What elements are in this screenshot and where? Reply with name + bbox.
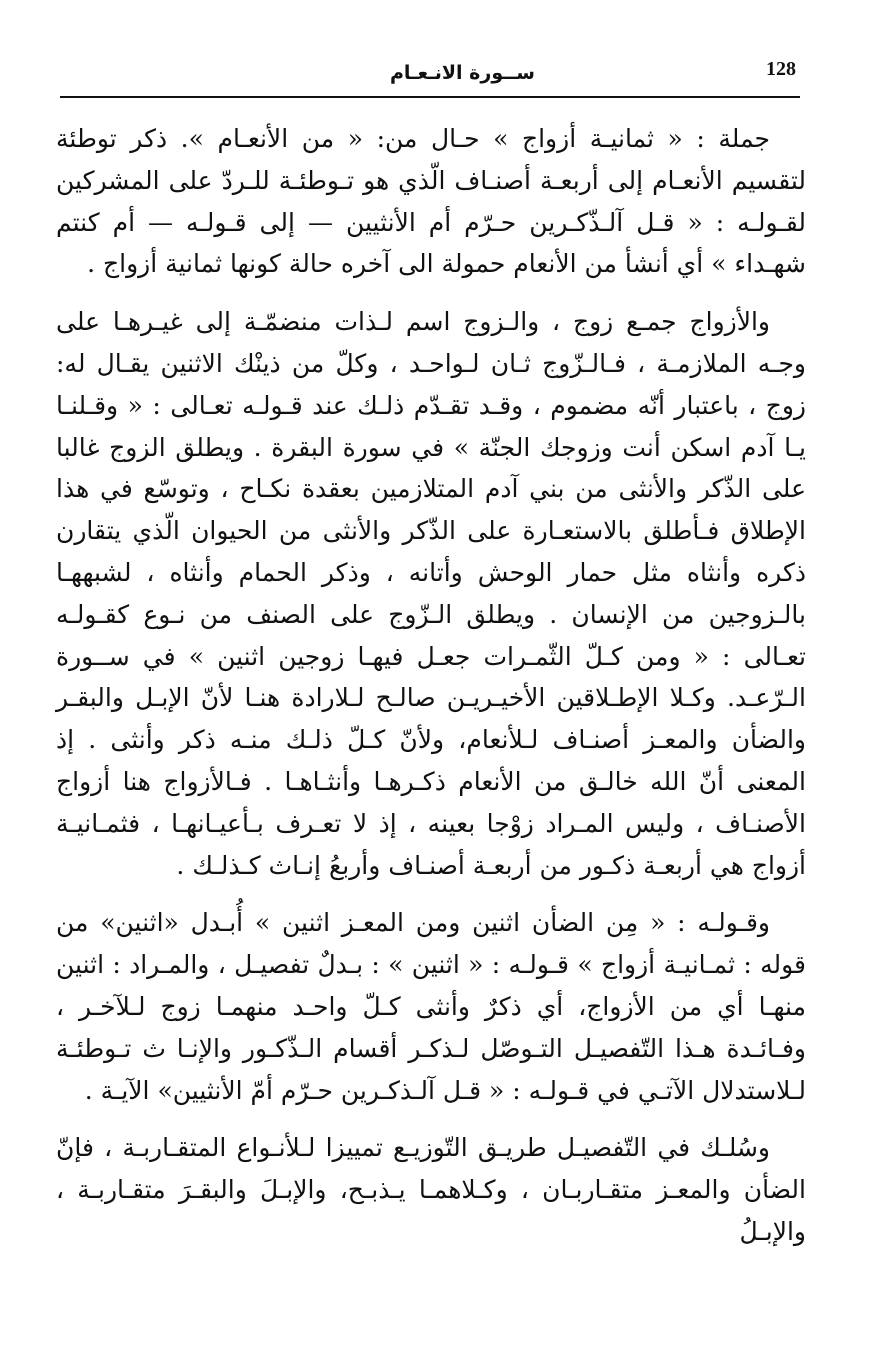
page-header [60, 56, 800, 98]
paragraph-3: وقـولـه : « مِن الضأن اثنين ومن المعـز اثنين » أُبـدل «اثنين» من قوله : ثمـانيـة أزواج » قـولـه : « اثنين » : بـدلٌ تفصيـل ، والمـراد : اثنين منهـا أي من الأزواج، أي ذكرٌ وأنثى كـلّ واحـد منهمـا زوج لـلآخـر ، وفـائـدة هـذا التّفصيـل التـوصّل لـذكـر أقسام الـذّكـور والإنـا ث تـوطئـة لـلاستدلال الآتـي في قـولـه : « قـل آلـذكـرين حـرّم أمّ الأنثيين» الآيـة . [56, 908, 806, 1105]
paragraph-2: والأزواج جمـع زوج ، والـزوج اسم لـذات منضمّـة إلى غيـرهـا على وجـه الملازمـة ، فـالـزّوج ثـان لـواحـد ، وكلّ من ذينْك الاثنين يقـال له: زوج ، باعتبار أنّه مضموم ، وقـد تقـدّم ذلـك عند قـولـه تعـالى : « وقـلنـا يـا آدم اسكن أنت وزوجك الجنّة » في سورة البقرة . ويطلق الزوج غالبا على الذّكر والأنثى من بني آدم المتلازمين بعقدة نكـاح ، وتوسّع في هذا الإطلاق فـأطلق بالاستعـارة على الذّكر والأنثى من الحيوان الّذي يتقارن ذكره وأنثاه مثل حمار الوحش وأتانه ، وذكر الحمام وأنثاه ، لشبههـا بالـزوجين من الإنسان . ويطلق الـزّوج على الصنف من نـوع كقـولـه تعـالى : « ومن كـلّ الثّمـرات جعـل فيهـا زوجين اثنين » في ســورة الـرّعـد. وكـلا الإطـلاقين الأخيـريـن صالـح لـلارادة هنـا لأنّ الإبـل والبقـر والضأن والمعـز أصنـاف لـلأنعام، ولأنّ كـلّ ذلـك منـه ذكر وأنثى . إذ المعنى أنّ الله خالـق من الأنعام ذكـرهـا وأنثـاهـا . فـالأزواج هنا أزواج الأصنـاف ، وليس المـراد زوْجا بعينه ، إذ لا تعـرف بـأعيـانهـا ، فثمـانيـة أزواج هي أربعـة ذكـور من أربعـة أصنـاف وأربعُ إنـاث كـذلـك . [56, 307, 806, 880]
page-number: 128 [766, 58, 796, 80]
paragraph-1: جملة : « ثمانيـة أزواج » حـال من: « من الأنعـام ». ذكر توطئة لتقسيم الأنعـام إلى أربعـة أصنـاف الّذي هو تـوطئـة للـردّ على المشركين لقـولـه : « قـل آلـذّكـرين حـرّم أم الأنثيين — إلى قـولـه — أم كنتم شهـداء » أي أنشأ من الأنعام حمولة الى آخره حالة كونها ثمانية أزواج . [56, 124, 806, 279]
body-text [56, 118, 806, 1253]
running-title: ســورة الانـعـام [390, 62, 535, 84]
paragraph-4: وسُلـك في التّفصيـل طريـق التّوزيـع تمييزا لـلأنـواع المتقـاربـة ، فإنّ الضأن والمعـز متقـاربـان ، وكـلاهمـا يـذبـح، والإبـلَ والبقـرَ متقـاربـة ، والإبـلُ [56, 1133, 806, 1246]
